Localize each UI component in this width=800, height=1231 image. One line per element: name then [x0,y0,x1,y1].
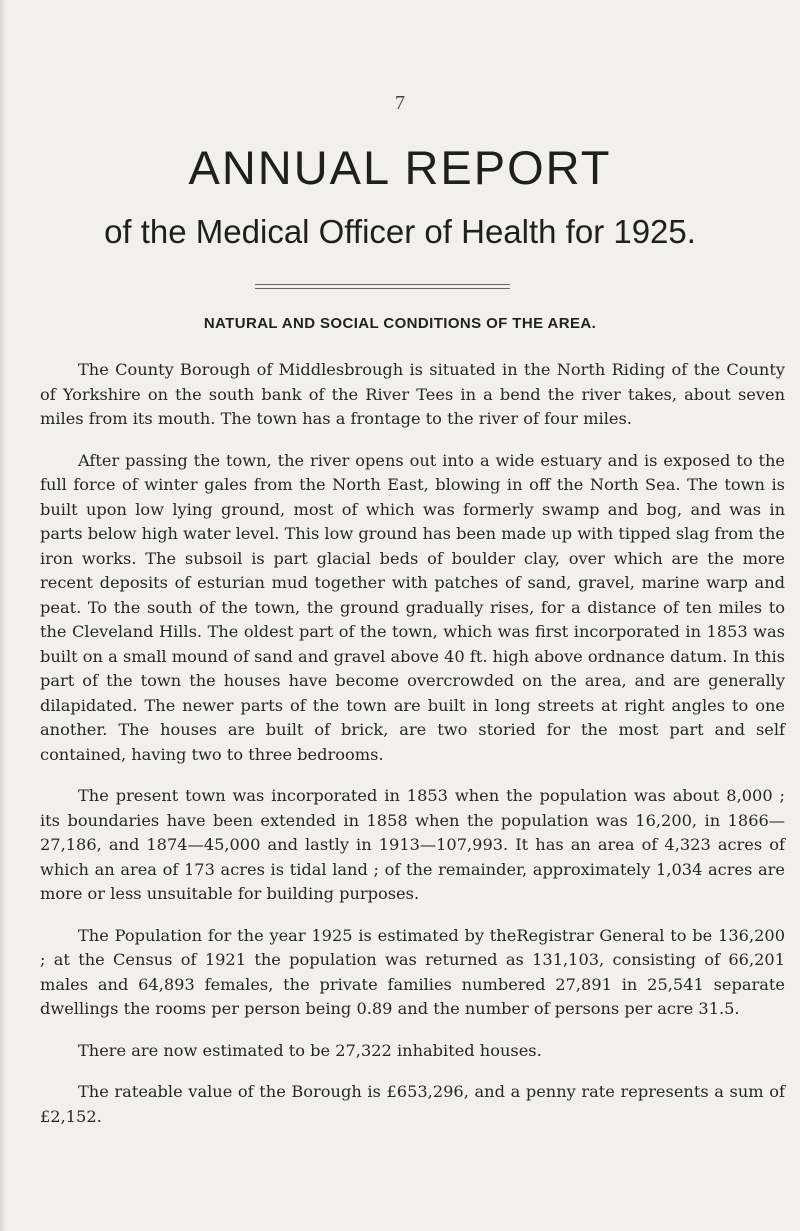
paragraph-history: The present town was incorporated in 1853 when the population was about 8,000 ; its boundaries have been extended in 1858 when the population was 16,200, in 1866— 27,186, and 1874—45,000 and lastly in 1913—107,993. It has an area of 4,323 acres of which an area of 173 acres is tidal land ; of the remainder, approximately 1,034 acres are more or less unsuitable for building purposes. [40,786,785,903]
paragraph-geography: After passing the town, the river opens out into a wide estuary and is exposed to the full force of winter gales from the North East, blowing in off the North Sea. The town is built upon low lying ground, most of which was formerly swamp and bog, and was in parts below high water level. This low ground has been made up with tipped slag from the iron works. The subsoil is part glacial beds of boulder clay, over which are the more recent deposits of esturian mud together with patches of sand, gravel, marine warp and peat. To the south of the town, the ground gradually rises, for a distance of ten miles to the Cleveland Hills. The oldest part of the town, which was first incorporated in 1853 was built on a small mound of sand and gravel above 40 ft. high above ordnance datum. In this part of the town the houses have become overcrowded on the area, and are generally dilapidated. The newer parts of the town are built in long streets at right angles to one another. The houses are built of brick, are two storied for the most part and self contained, having two to three bedrooms. [40,450,785,764]
divider-rule-bottom [255,288,510,289]
page-number: 7 [395,92,405,114]
report-subtitle: of the Medical Officer of Health for 1925. [104,213,696,250]
report-title: ANNUAL REPORT [188,141,612,194]
paragraph-houses: There are now estimated to be 27,322 inhabited houses. [78,1040,542,1060]
paragraph-rateable-value: The rateable value of the Borough is £653,296, and a penny rate represents a sum of £2,152. [40,1082,785,1126]
section-heading: NATURAL AND SOCIAL CONDITIONS OF THE AREA. [203,315,597,332]
paragraph-population: The Population for the year 1925 is estimated by theRegistrar General to be 136,200 ; at the Census of 1921 the population was returned as 131,103, consisting of 66,201 males and 64,893 females, the private families numbered 27,891 in 25,541 separate dwellings the rooms per person being 0.89 and the number of persons per acre 31.5. [40,925,785,1018]
report-body [40,358,785,1129]
divider-rule-top [255,284,510,285]
paragraph-location: The County Borough of Middlesbrough is situated in the North Riding of the County of Yorkshire on the south bank of the River Tees in a bend the river takes, about seven miles from its mouth. The town has a frontage to the river of four miles. [40,360,785,428]
